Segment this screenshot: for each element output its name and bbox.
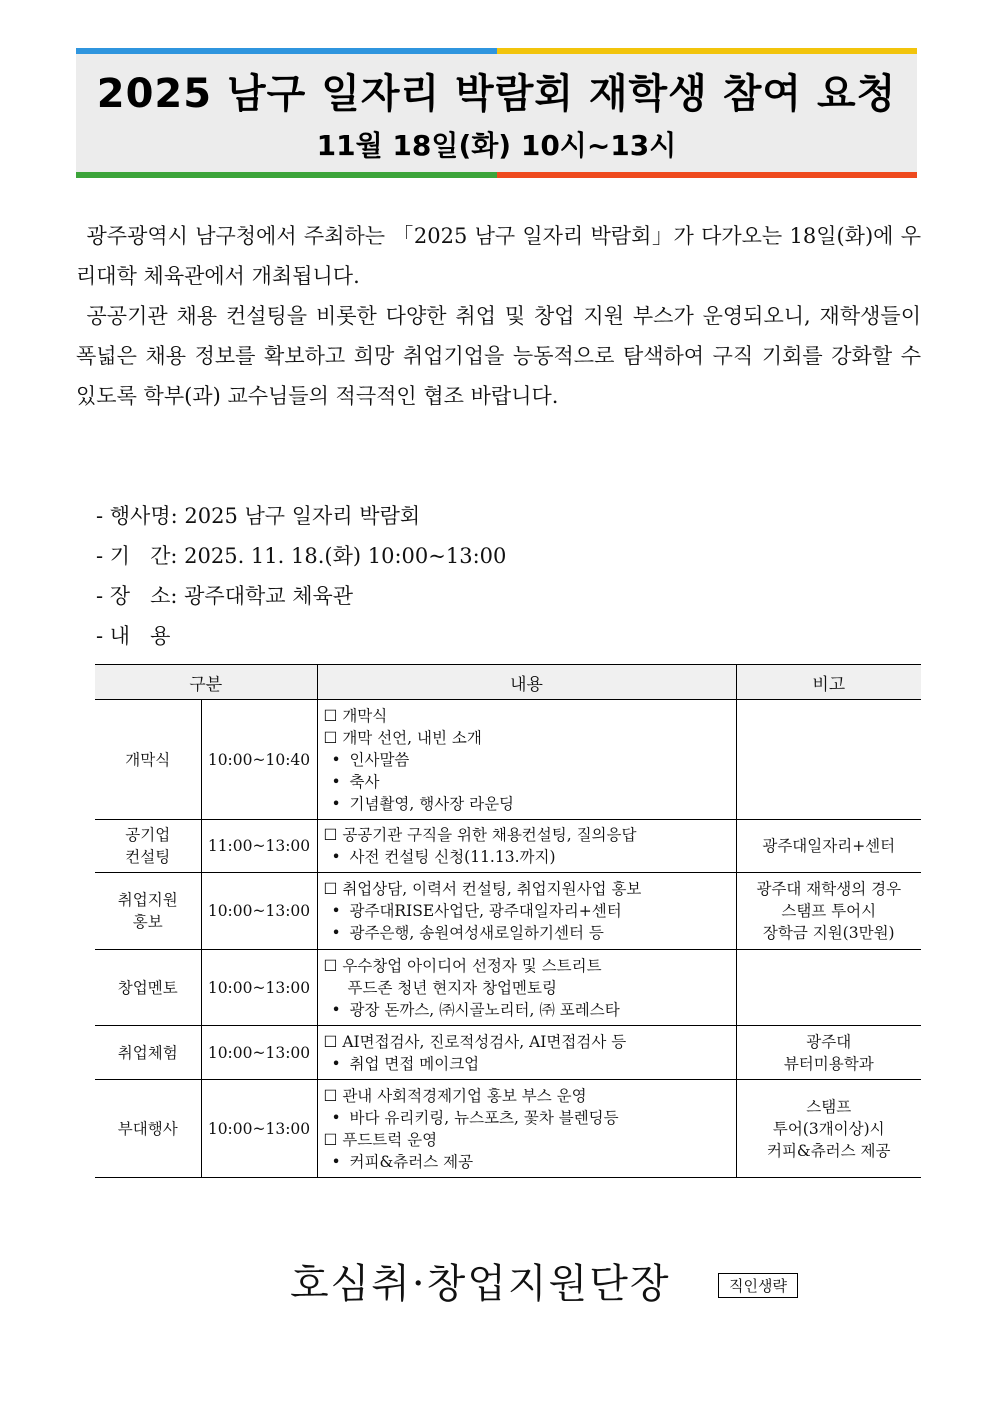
row-note: 광주대 재학생의 경우 스탬프 투어시 장학금 지원(3만원) — [736, 873, 921, 950]
table-row — [95, 700, 921, 820]
row-content — [317, 820, 736, 873]
content-line: ☐ 푸드트럭 운영 — [323, 1130, 438, 1149]
row-time: 10:00~10:40 — [201, 700, 317, 820]
row-note: 스탬프 투어(3개이상)시 커피&츄러스 제공 — [736, 1080, 921, 1178]
content-line: 푸드존 청년 현지자 창업멘토링 — [347, 978, 557, 997]
row-content — [317, 1026, 736, 1080]
content-line: ☐ 우수창업 아이디어 선정자 및 스트리트 — [323, 956, 602, 975]
header-bar-yellow — [497, 48, 918, 54]
header-content: 내용 — [317, 665, 736, 700]
signature-stamp: 직인생략 — [718, 1273, 798, 1298]
content-line: ☐ 개막 선언, 내빈 소개 — [323, 728, 482, 747]
content-bullet-item: • 축사 — [324, 771, 730, 793]
header-bar-orange — [497, 172, 918, 178]
header-note: 비고 — [736, 665, 921, 700]
content-bullet-item: • 사전 컨설팅 신청(11.13.까지) — [324, 846, 730, 868]
header-bar-blue — [76, 48, 497, 54]
table-row — [95, 950, 921, 1026]
content-bullet-item: • 인사말씀 — [324, 749, 730, 771]
content-line: ☐ AI면접검사, 진로적성검사, AI면접검사 등 — [323, 1032, 627, 1051]
detail-event-name: - 행사명: 2025 남구 일자리 박람회 — [96, 504, 421, 528]
row-time: 10:00~13:00 — [201, 1080, 317, 1178]
detail-period: - 기 간: 2025. 11. 18.(화) 10:00~13:00 — [96, 544, 507, 568]
row-note: 광주대 뷰터미용학과 — [736, 1026, 921, 1080]
content-bullet-item: • 광주은행, 송원여성새로일하기센터 등 — [324, 922, 730, 944]
row-note — [736, 950, 921, 1026]
row-note — [736, 700, 921, 820]
body-text — [76, 216, 921, 416]
paragraph-request: 공공기관 채용 컨설팅을 비롯한 다양한 취업 및 창업 지원 부스가 운영되오니, 재학생들이 폭넓은 채용 정보를 확보하고 희망 취업기업을 능동적으로 탐색하여 구직 기회를 강화할 수 있도록 학부(과) 교수님들의 적극적인 협조 바랍니다. — [76, 304, 921, 408]
row-category: 부대행사 — [95, 1080, 201, 1178]
table-row — [95, 820, 921, 873]
content-bullet-item: • 광장 돈까스, ㈜시골노리터, ㈜ 포레스타 — [324, 999, 730, 1021]
content-line: ☐ 개막식 — [323, 706, 388, 725]
signature-name: 호심취·창업지원단장 — [290, 1261, 671, 1307]
row-category: 취업지원 홍보 — [95, 873, 201, 950]
row-content — [317, 950, 736, 1026]
document-subtitle: 11월 18일(화) 10시~13시 — [316, 129, 677, 162]
row-time: 11:00~13:00 — [201, 820, 317, 873]
table-header-row — [95, 665, 921, 700]
paragraph-intro: 광주광역시 남구청에서 주최하는 「2025 남구 일자리 박람회」가 다가오는 18일(화)에 우리대학 체육관에서 개최됩니다. — [76, 224, 921, 288]
content-line: ☐ 관내 사회적경제기업 홍보 부스 운영 — [323, 1086, 587, 1105]
header-bar-green — [76, 172, 497, 178]
document-title: 2025 남구 일자리 박람회 재학생 참여 요청 — [96, 71, 897, 117]
event-details — [96, 496, 506, 656]
row-time: 10:00~13:00 — [201, 873, 317, 950]
row-content — [317, 1080, 736, 1178]
row-category: 개막식 — [95, 700, 201, 820]
row-content — [317, 700, 736, 820]
row-category: 공기업 컨설팅 — [95, 820, 201, 873]
row-category: 취업체험 — [95, 1026, 201, 1080]
document-header — [76, 48, 917, 178]
detail-content: - 내 용 — [96, 624, 171, 648]
row-category: 창업멘토 — [95, 950, 201, 1026]
table-row — [95, 1026, 921, 1080]
content-bullet-item: • 커피&츄러스 제공 — [324, 1151, 730, 1173]
content-line: ☐ 공공기관 구직을 위한 채용컨설팅, 질의응답 — [323, 826, 637, 844]
row-content — [317, 873, 736, 950]
schedule-table — [95, 664, 921, 1178]
row-time: 10:00~13:00 — [201, 950, 317, 1026]
row-note: 광주대일자리+센터 — [736, 820, 921, 873]
content-bullet-item: • 광주대RISE사업단, 광주대일자리+센터 — [324, 900, 730, 922]
table-row — [95, 873, 921, 950]
header-category: 구분 — [95, 665, 317, 700]
row-time: 10:00~13:00 — [201, 1026, 317, 1080]
detail-place: - 장 소: 광주대학교 체육관 — [96, 584, 354, 608]
content-bullet-item: • 취업 면접 메이크업 — [324, 1053, 730, 1075]
content-line: ☐ 취업상담, 이력서 컨설팅, 취업지원사업 홍보 — [323, 880, 642, 898]
content-bullet-item: • 기념촬영, 행사장 라운딩 — [324, 793, 730, 815]
content-bullet-item: • 바다 유리키링, 뉴스포츠, 꽃차 블렌딩등 — [324, 1107, 730, 1129]
table-row — [95, 1080, 921, 1178]
